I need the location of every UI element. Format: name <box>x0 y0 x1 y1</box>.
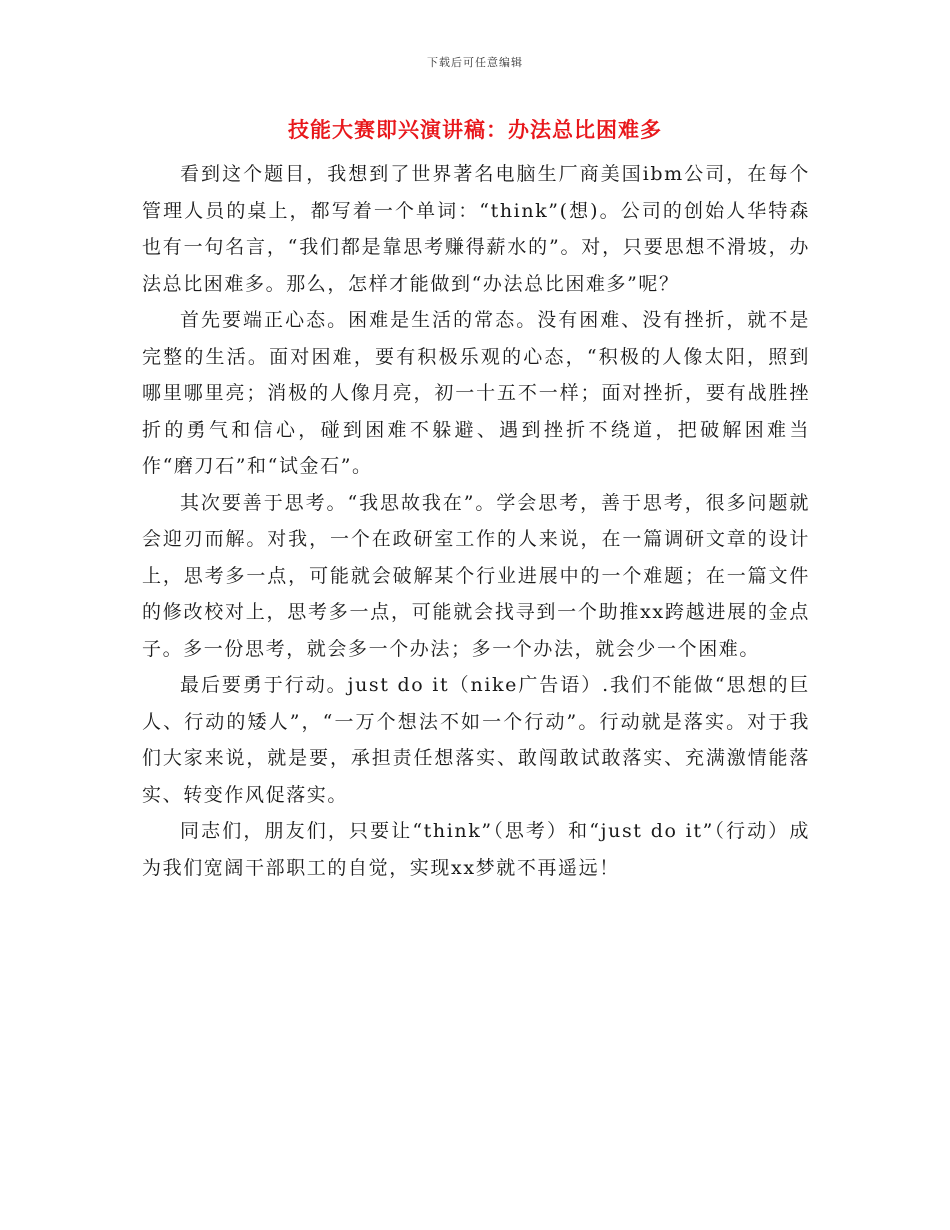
paragraph-thinking: 其次要善于思考。“我思故我在”。学会思考，善于思考，很多问题就会迎刃而解。对我，一个在政研室工作的人来说，在一篇调研文章的设计上，思考多一点，可能就会破解某个行业进展中的一个难题；在一篇文件的修改校对上，思考多一点，可能就会找寻到一个助推xx跨越进展的金点子。多一份思考，就会多一个办法；多一个办法，就会少一个困难。 <box>142 491 810 660</box>
paragraph-intro: 看到这个题目，我想到了世界著名电脑生厂商美国ibm公司，在每个管理人员的桌上，都写着一个单词：“think”(想)。公司的创始人华特森也有一句名言，“我们都是靠思考赚得薪水的”。对，只要思想不滑坡，办法总比困难多。那么，怎样才能做到“办法总比困难多”呢？ <box>142 163 810 295</box>
paragraph-action: 最后要勇于行动。just do it（nike广告语）.我们不能做“思想的巨人、行动的矮人”，“一万个想法不如一个行动”。行动就是落实。对于我们大家来说，就是要，承担责任想落实、敢闯敢试敢落实、充满激情能落实、转变作风促落实。 <box>142 674 810 806</box>
document-title: 技能大赛即兴演讲稿：办法总比困难多 <box>288 118 662 142</box>
paragraph-closing: 同志们，朋友们，只要让“think”（思考）和“just do it”（行动）成为我们宽阔干部职工的自觉，实现xx梦就不再遥远！ <box>142 820 810 879</box>
document-body <box>142 156 810 886</box>
paragraph-mindset: 首先要端正心态。困难是生活的常态。没有困难、没有挫折，就不是完整的生活。面对困难，要有积极乐观的心态，“积极的人像太阳，照到哪里哪里亮；消极的人像月亮，初一十五不一样；面对挫折，要有战胜挫折的勇气和信心，碰到困难不躲避、遇到挫折不绕道，把破解困难当作“磨刀石”和“试金石”。 <box>142 309 810 477</box>
header-note: 下载后可任意编辑 <box>427 56 523 69</box>
